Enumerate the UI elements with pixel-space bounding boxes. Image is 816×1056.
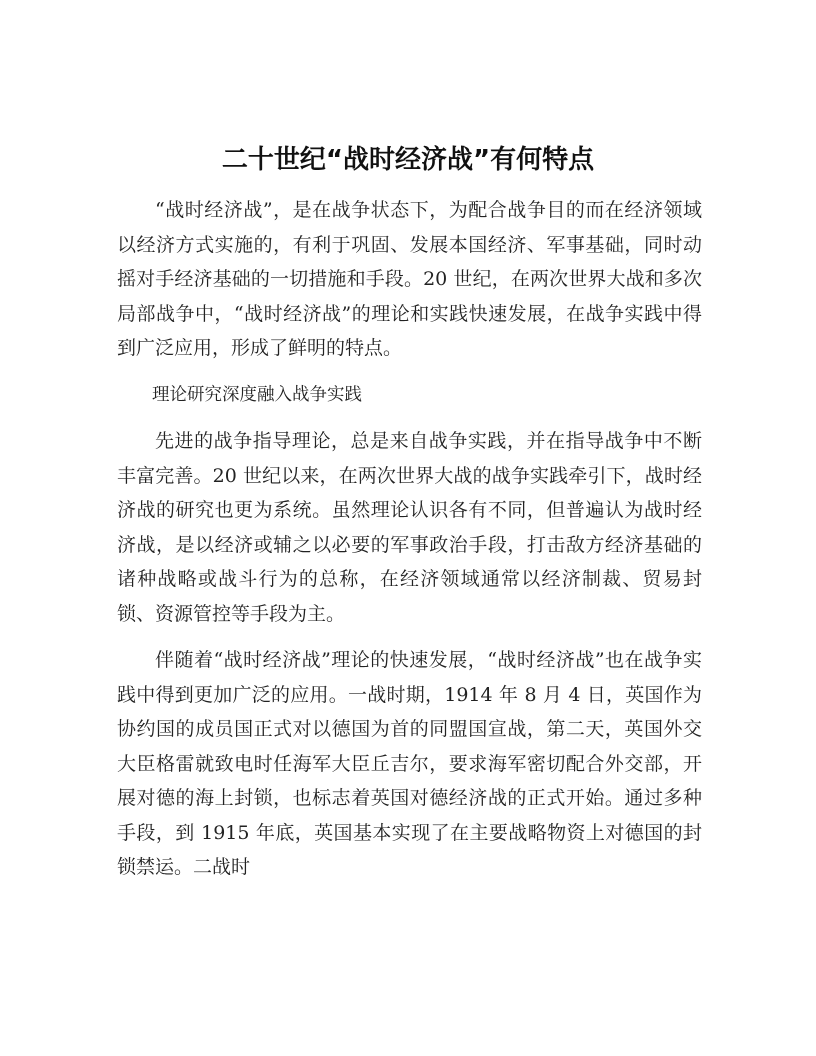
document-title: 二十世纪“战时经济战”有何特点	[221, 145, 595, 175]
paragraph-intro: “战时经济战”，是在战争状态下，为配合战争目的而在经济领域以经济方式实施的，有利于巩固、发展本国经济、军事基础，同时动摇对手经济基础的一切措施和手段。20 世纪，在两次世界大战和多次局部战争中，“战时经济战”的理论和实践快速发展，在战争实践中得到广泛应用，形成了鲜明的特点。	[117, 199, 702, 359]
paragraph-theory: 先进的战争指导理论，总是来自战争实践，并在指导战争中不断丰富完善。20 世纪以来，在两次世界大战的战争实践牵引下，战时经济战的研究也更为系统。虽然理论认识各有不同，但普遍认为战时经济战，是以经济或辅之以必要的军事政治手段，打击敌方经济基础的诸种战略或战斗行为的总称，在经济领域通常以经济制裁、贸易封锁、资源管控等手段为主。	[117, 430, 702, 625]
document-body	[117, 193, 702, 897]
paragraph-practice: 伴随着“战时经济战”理论的快速发展，“战时经济战”也在战争实践中得到更加广泛的应用。一战时期，1914 年 8 月 4 日，英国作为协约国的成员国正式对以德国为首的同盟国宣战，第二天，英国外交大臣格雷就致电时任海军大臣丘吉尔，要求海军密切配合外交部，开展对德的海上封锁，也标志着英国对德经济战的正式开始。通过多种手段，到 1915 年底，英国基本实现了在主要战略物资上对德国的封锁禁运。二战时	[117, 649, 702, 878]
section-heading: 理论研究深度融入战争实践	[152, 384, 362, 405]
